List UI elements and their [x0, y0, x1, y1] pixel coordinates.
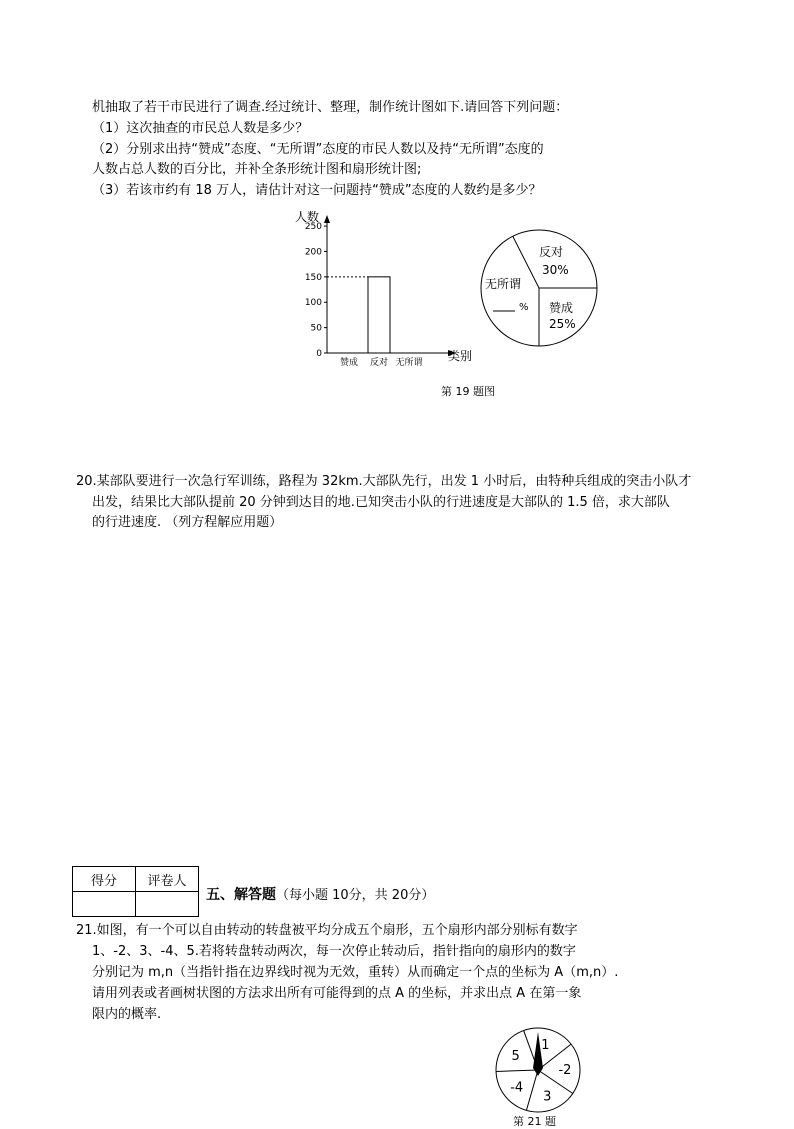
grader-cell[interactable] [136, 892, 199, 917]
q21-caption: 第 21 题 [513, 1115, 556, 1128]
q19-intro: 机抽取了若干市民进行了调查.经过统计、整理，制作统计图如下.请回答下列问题： [92, 100, 569, 115]
section-note: （每小题 10分，共 20分） [276, 888, 435, 903]
y-tick-label-200: 200 [304, 247, 322, 258]
section-title [206, 884, 434, 904]
x-tick-label-2: 无所谓 [395, 358, 423, 368]
x-tick-label-0: 赞成 [339, 358, 359, 368]
spinner-divider-4 [496, 1070, 538, 1071]
score-cell[interactable] [73, 892, 136, 917]
y-tick-label-0: 0 [316, 349, 322, 359]
pie-label-wusuowei: 无所谓 [485, 277, 522, 291]
q21-line2: 1、-2、3、-4、5.若将转盘转动两次，每一次停止转动后，指针指向的扇形内的数字 [92, 944, 576, 959]
q21-line3: 分别记为 m,n（当指针指在边界线时视为无效，重转）从而确定一个点的坐标为 A（m,n）. [92, 965, 619, 980]
q21-line4: 请用列表或者画树状图的方法求出所有可能得到的点 A 的坐标，并求出点 A 在第一象 [92, 986, 582, 1001]
q19-part2a: （2）分别求出持“赞成”态度、“无所谓”态度的市民人数以及持“无所谓”态度的 [92, 142, 544, 157]
spinner-number-3: -4 [510, 1080, 524, 1096]
spinner-number-1: -2 [558, 1063, 572, 1079]
q20-line3: 的行进速度. （列方程解应用题） [92, 515, 283, 530]
q19-part2b: 人数占总人数的百分比，并补全条形统计图和扇形统计图; [92, 162, 422, 177]
bar-1 [368, 277, 390, 353]
pie-label-zancheng: 赞成 [549, 301, 574, 315]
pie-value-zancheng: 25% [549, 317, 576, 331]
section-heading: 五、解答题 [206, 887, 276, 903]
y-axis-arrow [324, 215, 330, 223]
y-tick-label-250: 250 [304, 222, 322, 233]
q20-line2: 出发，结果比大部队提前 20 分钟到达目的地.已知突击小队的行进速度是大部队的 1.5 倍，求大部队 [92, 495, 670, 510]
pie-label-fandui: 反对 [539, 245, 564, 259]
spinner-number-0: 1 [541, 1038, 550, 1054]
y-tick-label-50: 50 [310, 323, 322, 334]
score-table [72, 866, 199, 917]
q20-line1: 20.某部队要进行一次急行军训练，路程为 32km.大部队先行，出发 1 小时后，由特种兵组成的突击小队才 [76, 474, 692, 489]
pie-value-wusuowei: % [519, 302, 529, 313]
y-tick-label-150: 150 [304, 272, 322, 283]
pie-value-fandui: 30% [542, 263, 569, 277]
q19-part3: （3）若该市约有 18 万人，请估计对这一问题持“赞成”态度的人数约是多少？ [92, 183, 542, 198]
spinner-wheel [494, 1026, 584, 1116]
x-tick-label-1: 反对 [369, 358, 389, 368]
spinner-number-4: 5 [511, 1048, 520, 1064]
spinner-number-2: 3 [543, 1089, 552, 1105]
x-axis-label: 类别 [448, 349, 473, 363]
score-header: 得分 [73, 867, 136, 892]
y-axis-label: 人数 [295, 210, 320, 224]
spinner-divider-3 [526, 1070, 538, 1110]
q21-line1: 21.如图，有一个可以自由转动的转盘被平均分成五个扇形，五个扇形内部分别标有数字 [76, 923, 578, 938]
q19-part1: （1）这次抽查的市民总人数是多少？ [92, 121, 309, 136]
q21-line5: 限内的概率. [92, 1007, 162, 1022]
q19-caption: 第 19 题图 [441, 385, 495, 398]
bar-chart [290, 205, 480, 368]
pie-chart [479, 228, 599, 348]
grader-header: 评卷人 [136, 867, 199, 892]
y-tick-label-100: 100 [304, 298, 322, 309]
